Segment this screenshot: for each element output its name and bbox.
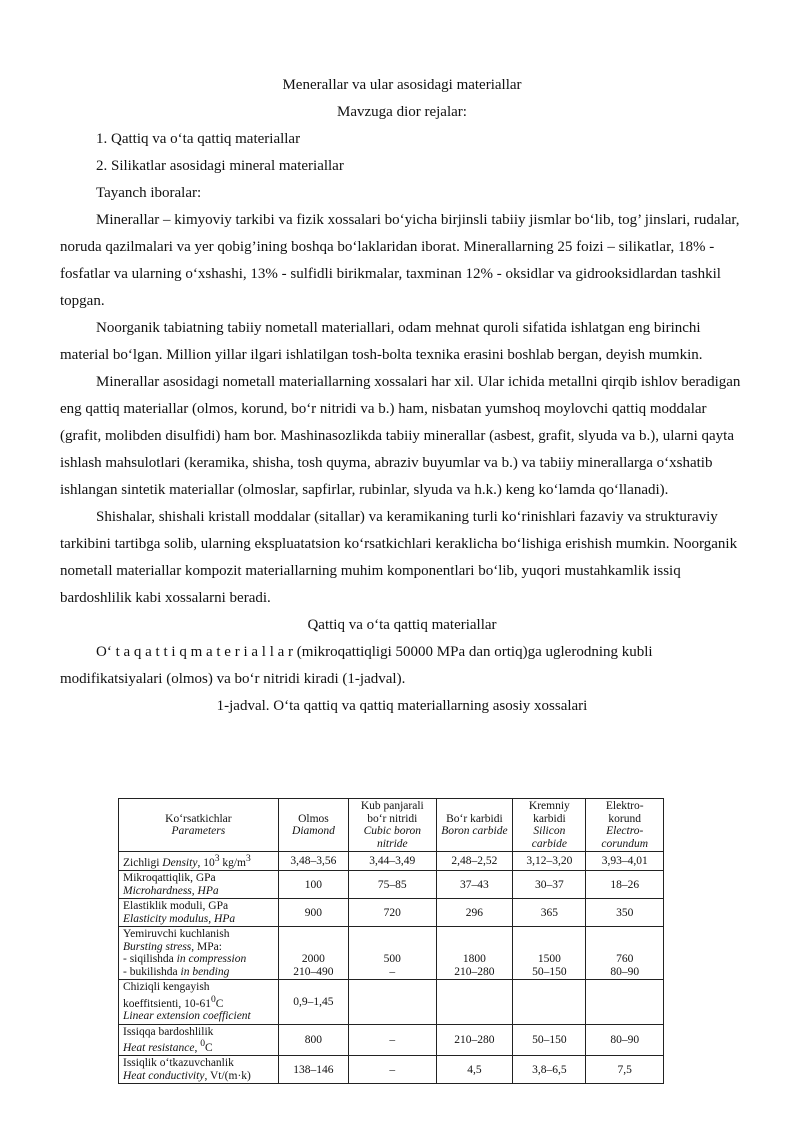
table-row: [119, 899, 664, 927]
row-label-linear-extension: Chiziqli kengayish koeffitsienti, $10-61^0C$ Linear extension coefficient: [119, 980, 279, 1024]
table-cell: 37–43: [436, 871, 513, 899]
table-row: [119, 980, 664, 1024]
table-cell: [513, 980, 586, 1024]
table-cell: 100: [278, 871, 348, 899]
table-cell: 1800 210–280: [436, 927, 513, 980]
table-cell: –: [349, 1024, 436, 1056]
table-cell: 138–146: [278, 1056, 348, 1084]
table-cell: 4,5: [436, 1056, 513, 1084]
table-caption: 1-jadval. O‘ta qattiq va qattiq materiallarning asosiy xossalari: [216, 698, 588, 714]
table-cell: [586, 980, 664, 1024]
table-cell: 2000 210–490: [278, 927, 348, 980]
properties-table-wrapper: [118, 798, 664, 1084]
table-row: [119, 852, 664, 871]
table-row: [119, 1024, 664, 1056]
section-paragraph-rest: (mikroqattiqligi 50000 MPa dan ortiq)ga uglerodning kubli modifikatsiyalari (olmos) va bo‘r nitridi kiradi (1-jadval).: [60, 644, 653, 687]
table-cell: 80–90: [586, 1024, 664, 1056]
document-body: [60, 72, 744, 720]
row-label-density: Zichligi Density, $10^3$ $kg/m^3$: [119, 852, 279, 871]
row-label-heat-conductivity: Issiqlik o‘tkazuvchanlik Heat conductivity, Vt/(m·k): [119, 1056, 279, 1084]
header-cubic-boron-nitride: Kub panjarali bo‘r nitridi Cubic boron nitride: [349, 799, 436, 852]
section-heading: Qattiq va o‘ta qattiq materiallar: [307, 617, 497, 633]
header-silicon-carbide: Kremniy karbidi Silicon carbide: [513, 799, 586, 852]
table-row: [119, 871, 664, 899]
paragraph-4: Shishalar, shishali kristall moddalar (sitallar) va keramikaning turli ko‘rinishlari fazaviy va strukturaviy tarkibini tartibga solib, ularning ekspluatatsion ko‘rsatkichlari keraklicha bo‘lishiga erishish mumkin. Noorganik nometall materiallar kompozit materiallarning muhim komponentlari bo‘lib, yuqori mustahkamlik issiq bardoshlilik kabi xossalarni beradi.: [60, 509, 738, 606]
paragraph-3: Minerallar asosidagi nometall materiallarning xossalari har xil. Ular ichida metallni qirqib ishlov beradigan eng qattiq materiallar (olmos, korund, bo‘r nitridi va b.) ham, nisbatan yumshoq moylovchi qattiq moddalar (grafit, molibden disulfidi) ham bor. Mashinasozlikda tabiiy minerallar (asbest, grafit, slyuda va b.), ularni qayta ishlash mahsulotlari (keramika, shisha, tosh quyma, abraziv buyumlar va b.) va tabiiy minerallarga o‘xshatib ishlangan sintetik materiallar (olmoslar, sapfirlar, rubinlar, slyuda va h.k.) keng ko‘lamda qo‘llanadi).: [60, 374, 741, 498]
row-label-elasticity: Elastiklik moduli, GPa Elasticity modulus, HPa: [119, 899, 279, 927]
table-cell: 1500 50–150: [513, 927, 586, 980]
table-cell: 3,8–6,5: [513, 1056, 586, 1084]
table-cell: 296: [436, 899, 513, 927]
table-cell: 18–26: [586, 871, 664, 899]
header-electrocorundum: Elektro-korund Electro-corundum: [586, 799, 664, 852]
plan-item-2: 2. Silikatlar asosidagi mineral materiallar: [96, 158, 344, 174]
header-parameters: Ko‘rsatkichlar Parameters: [119, 799, 279, 852]
keywords-heading: Tayanch iboralar:: [96, 185, 202, 201]
table-cell: 3,12–3,20: [513, 852, 586, 871]
paragraph-2: Noorganik tabiatning tabiiy nometall materiallari, odam mehnat quroli sifatida ishlatgan eng birinchi material bo‘lgan. Million yillar ilgari ishlatilgan tosh-bolta texnika erasini boshlab bergan, deyish mumkin.: [60, 320, 703, 363]
table-cell: [349, 980, 436, 1024]
row-label-microhardness: Mikroqattiqlik, GPa Microhardness, HPa: [119, 871, 279, 899]
table-cell: 365: [513, 899, 586, 927]
table-cell: 7,5: [586, 1056, 664, 1084]
section-paragraph: [60, 639, 744, 693]
table-row: [119, 927, 664, 980]
header-boron-carbide: Bo‘r karbidi Boron carbide: [436, 799, 513, 852]
row-label-heat-resistance: Issiqqa bardoshlilik Heat resistance, $^0$C: [119, 1024, 279, 1056]
document-title: Menerallar va ular asosidagi materiallar: [282, 77, 522, 93]
table-cell: [436, 980, 513, 1024]
table-cell: –: [349, 1056, 436, 1084]
header-diamond: Olmos Diamond: [278, 799, 348, 852]
table-cell: 760 80–90: [586, 927, 664, 980]
plan-item-1: 1. Qattiq va o‘ta qattiq materiallar: [96, 131, 301, 147]
table-cell: 0,9–1,45: [278, 980, 348, 1024]
table-cell: 30–37: [513, 871, 586, 899]
table-header-row: [119, 799, 664, 852]
table-cell: 720: [349, 899, 436, 927]
table-cell: 3,93–4,01: [586, 852, 664, 871]
row-label-bursting-stress: Yemiruvchi kuchlanish Bursting stress, MPa: - siqilishda in compression - bukilishda in bending: [119, 927, 279, 980]
table-cell: 350: [586, 899, 664, 927]
spaced-term: O‘ t a q a t t i q m a t e r i a l l a r: [96, 644, 294, 660]
document-subtitle: Mavzuga dior rejalar:: [337, 104, 467, 120]
table-cell: 800: [278, 1024, 348, 1056]
table-cell: 75–85: [349, 871, 436, 899]
table-cell: 500 –: [349, 927, 436, 980]
table-cell: 210–280: [436, 1024, 513, 1056]
paragraph-1: Minerallar – kimyoviy tarkibi va fizik xossalari bo‘yicha birjinsli tabiiy jismlar bo‘lib, tog’ jinslari, rudalar, noruda qazilmalari va yer qobig’ining boshqa bo‘laklaridan iborat. Minerallarning 25 foizi – silikatlar, 18% - fosfatlar va ularning o‘xshashi, 13% - sulfidli birikmalar, taxminan 12% - oksidlar va gidrooksidlardan tashkil topgan.: [60, 212, 740, 309]
properties-table: [118, 798, 664, 1084]
table-cell: 50–150: [513, 1024, 586, 1056]
table-row: [119, 1056, 664, 1084]
table-cell: 3,48–3,56: [278, 852, 348, 871]
table-cell: 900: [278, 899, 348, 927]
table-cell: 2,48–2,52: [436, 852, 513, 871]
table-cell: 3,44–3,49: [349, 852, 436, 871]
